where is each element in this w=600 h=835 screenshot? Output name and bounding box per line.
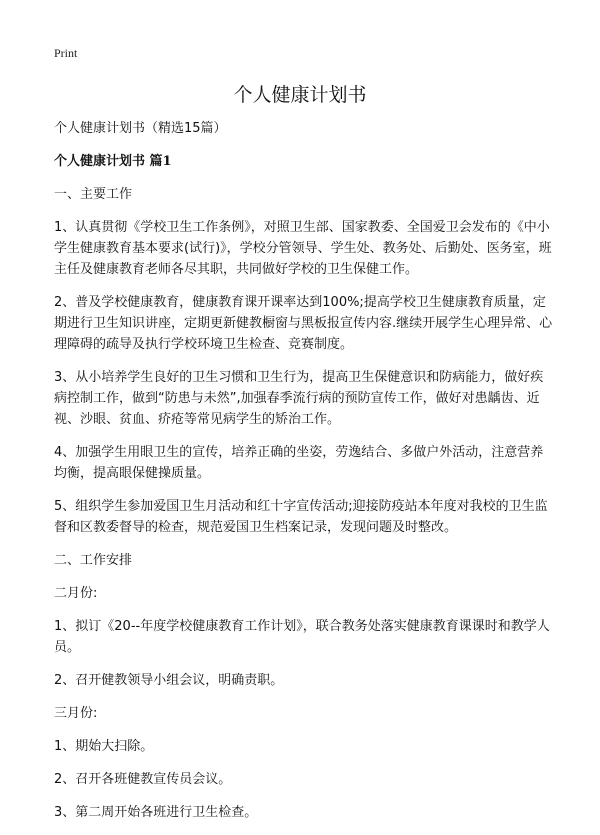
paragraph: 1、拟订《20--年度学校健康教育工作计划》，联合教务处落实健康教育课课时和教学人员。 (54, 619, 550, 655)
paragraph: 4、加强学生用眼卫生的宣传，培养正确的坐姿，劳逸结合、多做户外活动，注意营养均衡，提高眼保健操质量。 (54, 445, 544, 481)
document-subtitle: 个人健康计划书（精选15篇） (54, 121, 227, 136)
paragraph: 1、期始大扫除。 (54, 739, 154, 754)
paragraph: 3、从小培养学生良好的卫生习惯和卫生行为，提高卫生保健意识和防病能力，做好疾病控制工作，做到“防患与未然”,加强春季流行病的预防宣传工作，做好对患龋齿、近视、沙眼、贫血、疥疮等常见病学生的矫治工作。 (54, 370, 544, 427)
heading-work-arrangement: 二、工作安排 (54, 553, 133, 568)
print-link[interactable]: Print (54, 46, 78, 60)
paragraph: 5、组织学生参加爱国卫生月活动和红十字宣传活动;迎接防疫站本年度对我校的卫生监督和区教委督导的检查，规范爱国卫生档案记录，发现问题及时整改。 (54, 499, 548, 535)
month-heading: 三月份: (54, 706, 98, 721)
paragraph: 1、认真贯彻《学校卫生工作条例》，对照卫生部、国家教委、全国爱卫会发布的《中小学生健康教育基本要求(试行)》，学校分管领导、学生处、教务处、后勤处、医务室，班主任及健康教育老师各尽其职，共同做好学校的卫生保健工作。 (54, 220, 552, 277)
page-title: 个人健康计划书 (233, 84, 367, 106)
paragraph: 2、召开健教领导小组会议，明确责职。 (54, 673, 284, 688)
section-heading: 个人健康计划书 篇1 (54, 154, 172, 169)
paragraph: 2、普及学校健康教育，健康教育课开课率达到100%;提高学校卫生健康教育质量，定期进行卫生知识讲座，定期更新健教橱窗与黑板报宣传内容.继续开展学生心理异常、心理障碍的疏导及执行学校环境卫生检查、竞赛制度。 (54, 295, 553, 352)
month-heading: 二月份: (54, 586, 98, 601)
document-body (54, 118, 554, 835)
paragraph: 2、召开各班健教宣传员会议。 (54, 772, 232, 787)
paragraph: 3、第二周开始各班进行卫生检查。 (54, 805, 258, 820)
heading-main-work: 一、主要工作 (54, 187, 133, 202)
